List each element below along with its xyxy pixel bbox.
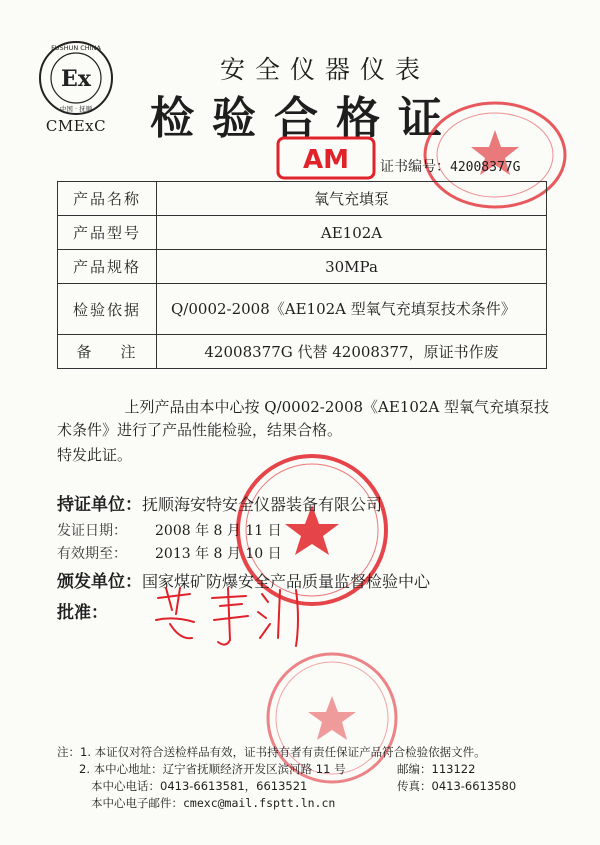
row-label-inspection-basis: 检验依据 <box>58 284 157 335</box>
am-stamp-text: AM <box>303 145 349 175</box>
issue-date-label: 发证日期： <box>57 523 127 539</box>
table-row <box>58 182 547 216</box>
note-address: 2. 本中心地址：辽宁省抚顺经济开发区滨河路 11 号 <box>79 762 346 776</box>
row-label-remarks: 备 注 <box>58 335 157 369</box>
note-line-2 <box>57 761 597 778</box>
expiry-label: 有效期至： <box>57 546 127 562</box>
expiry-date <box>57 543 282 563</box>
svg-text:FUSHUN CHINA: FUSHUN CHINA <box>51 44 101 52</box>
approval-label: 批准： <box>57 603 108 623</box>
table-row <box>58 335 547 369</box>
issue-date <box>57 520 282 540</box>
document-subtitle: 安全仪器仪表 <box>219 55 430 84</box>
expiry-value: 2013 年 8 月 10 日 <box>155 546 282 562</box>
row-value-product-model: AE102A <box>157 216 547 250</box>
issuer-value: 国家煤矿防爆安全产品质量监督检验中心 <box>142 572 431 591</box>
cert-number <box>380 156 520 176</box>
row-value-product-name: 氧气充填泵 <box>157 182 547 216</box>
note-email-label: 本中心电子邮件： <box>91 796 183 810</box>
holder <box>57 490 382 515</box>
logo-caption: CMExC <box>45 117 107 135</box>
table-row <box>58 284 547 335</box>
row-label-product-spec: 产品规格 <box>58 250 157 284</box>
body-paragraph: 上列产品由本中心按 Q/0002-2008《AE102A 型氧气充填泵技术条件》进行了产品性能检验，结果合格。 <box>57 398 550 439</box>
am-stamp-icon <box>276 136 376 180</box>
body-closing: 特发此证。 <box>57 446 133 464</box>
holder-value: 抚顺海安特安全仪器装备有限公司 <box>142 495 383 514</box>
cert-number-label: 证书编号： <box>380 159 450 175</box>
note-line-1: 注：1. 本证仅对符合送检样品有效，证书持有者有责任保证产品符合检验依据文件。 <box>57 745 486 759</box>
issuer-label: 颁发单位： <box>57 572 142 592</box>
approval <box>57 598 108 623</box>
document-title: 检验合格证 <box>150 93 460 144</box>
row-value-inspection-basis: Q/0002-2008《AE102A 型氧气充填泵技术条件》 <box>157 284 547 335</box>
svg-text:Ex: Ex <box>61 66 91 92</box>
note-email-link[interactable]: cmexc@mail.fsptt.ln.cn <box>183 796 336 810</box>
svg-text:中国 · 抚顺: 中国 · 抚顺 <box>59 105 93 113</box>
note-line-3 <box>57 778 597 795</box>
note-fax: 传真：0413-6613580 <box>397 779 517 793</box>
row-value-remarks: 42008377G 代替 42008377，原证书作废 <box>157 335 547 369</box>
issue-date-value: 2008 年 8 月 11 日 <box>155 523 282 539</box>
note-line-4 <box>57 795 597 812</box>
holder-label: 持证单位： <box>57 495 142 515</box>
note-phone: 本中心电话：0413-6613581，6613521 <box>91 779 308 793</box>
table-row <box>58 250 547 284</box>
note-postcode: 邮编：113122 <box>397 762 476 776</box>
product-info-table <box>57 181 547 369</box>
table-row <box>58 216 547 250</box>
cert-number-value: 42008377G <box>450 160 521 175</box>
footer-notes <box>57 744 597 812</box>
row-value-product-spec: 30MPa <box>157 250 547 284</box>
row-label-product-model: 产品型号 <box>58 216 157 250</box>
row-label-product-name: 产品名称 <box>58 182 157 216</box>
